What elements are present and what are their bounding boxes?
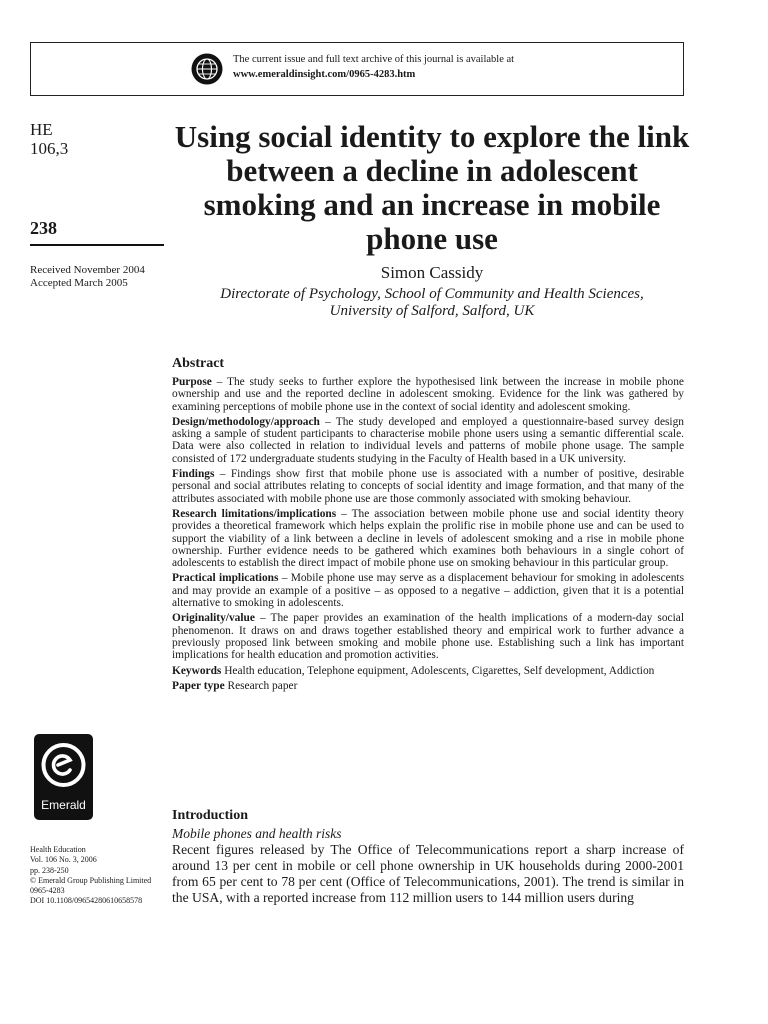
abstract-purpose <box>172 376 684 413</box>
abstract-label: Findings <box>172 468 215 481</box>
banner-notice: The current issue and full text archive of this journal is available at <box>233 54 515 65</box>
author-affiliation <box>172 286 692 320</box>
pubinfo-line: Vol. 106 No. 3, 2006 <box>30 855 97 865</box>
banner-text <box>233 52 514 82</box>
affiliation-line: University of Salford, Salford, UK <box>329 303 535 319</box>
abstract-label: Practical implications <box>172 572 279 585</box>
abstract-heading: Abstract <box>172 356 225 371</box>
abstract-limitations <box>172 508 684 569</box>
emerald-logo <box>34 734 93 820</box>
pubinfo-line: pp. 238-250 <box>30 865 69 875</box>
abstract-body <box>172 376 684 695</box>
abstract-label: Design/methodology/approach <box>172 415 320 428</box>
journal-url-link[interactable]: www.emeraldinsight.com/0965-4283.htm <box>233 69 416 80</box>
abstract-design <box>172 416 684 465</box>
introduction-subheading: Mobile phones and health risks <box>172 826 342 841</box>
abstract-label: Keywords <box>172 664 222 677</box>
abstract-text: – The study developed and employed a questionnaire-based survey design asking a sample of student participants to characterise mobile phone users using a semantic differential scale. Data were also collected in relation to individual levels and patterns of mobile phone usage. The sample consisted of 172 undergraduate students studying in the Faculty of Health based in a UK university. <box>172 415 684 465</box>
abstract-label: Research limitations/implications <box>172 507 337 520</box>
abstract-text: – Mobile phone use may serve as a displacement behaviour for smoking in adolescents and may provide an example of a positive – as opposed to a negative – addiction, given that it is a potential alternative to smoking in adolescents. <box>172 572 684 610</box>
introduction-heading: Introduction <box>172 808 248 823</box>
abstract-text: Health education, Telephone equipment, Adolescents, Cigarettes, Self development, Addiction <box>221 664 655 677</box>
pubinfo-line: DOI 10.1108/09654280610658578 <box>30 896 143 906</box>
abstract-text: Research paper <box>224 679 298 692</box>
pubinfo-line: 0965-4283 <box>30 886 65 896</box>
abstract-practical <box>172 572 684 609</box>
article-dates <box>30 264 166 290</box>
accepted-date: Accepted March 2005 <box>30 277 128 289</box>
journal-code: HE <box>30 120 53 139</box>
sidebar-divider <box>30 244 164 246</box>
abstract-text: – Findings show first that mobile phone use is associated with a number of positive, desirable personal and social attributes relating to concepts of social identity and image formation, and that many of the attributes associated with mobile phone use are those commonly associated with smoking behaviour. <box>172 468 684 505</box>
abstract-findings <box>172 468 684 505</box>
journal-volume <box>30 120 166 158</box>
emerald-swirl-icon <box>34 734 93 798</box>
abstract-text: – The paper provides an examination of the health implications of a modern-day social phenomenon. It draws on and draws together established theory and empirical work to further advance a previously proposed link between smoking and mobile phone use. Establishing such a link has important implications for health education and promotion activities. <box>172 612 684 662</box>
author-name: Simon Cassidy <box>380 263 484 282</box>
abstract-label: Originality/value <box>172 612 255 625</box>
abstract-label: Paper type <box>172 679 225 692</box>
volume-issue: 106,3 <box>30 139 69 158</box>
abstract-paper-type <box>172 680 684 692</box>
abstract-label: Purpose <box>172 376 212 388</box>
journal-archive-banner <box>30 42 684 96</box>
abstract-text: – The association between mobile phone use and social identity theory provides a theoretical framework which helps explain the prolific rise in mobile phone use and can be used to support the viability of a link between a decline in levels of adolescent smoking and a rise in mobile phone ownership. Further evidence needs to be gathered which examines both behaviours in a single cohort of adolescents to establish the direct impact of mobile phone use on smoking behaviour in this particular group. <box>172 507 684 570</box>
pubinfo-line: Health Education <box>30 845 86 854</box>
page-number: 238 <box>30 218 57 238</box>
abstract-originality <box>172 612 684 661</box>
logo-label: Emerald <box>41 798 86 812</box>
abstract-keywords <box>172 665 684 677</box>
abstract-text: – The study seeks to further explore the hypothesised link between the increase in mobile phone ownership and use and the reported decline in adolescent smoking. Evidence for the link was gathered by examining perceptions of mobile phone use in the context of social identity and adolescent smoking. <box>172 376 684 413</box>
article-title: Using social identity to explore the link between a decline in adolescent smoking and an increase in mobile phone use <box>174 119 690 256</box>
received-date: Received November 2004 <box>30 264 145 276</box>
publication-info <box>30 845 170 907</box>
pubinfo-line: © Emerald Group Publishing Limited <box>30 875 152 885</box>
introduction-body: Recent figures released by The Office of Telecommunications report a sharp increase of around 13 per cent in mobile or cell phone ownership in UK households during 2000-2001 from 65 per cent to 78 per cent (Office of Telecommunications, 2001). The trend is similar in the USA, with a reported increase from 112 million users to 144 million users during <box>172 842 684 905</box>
globe-icon <box>191 53 223 85</box>
affiliation-line: Directorate of Psychology, School of Community and Health Sciences, <box>220 286 644 302</box>
